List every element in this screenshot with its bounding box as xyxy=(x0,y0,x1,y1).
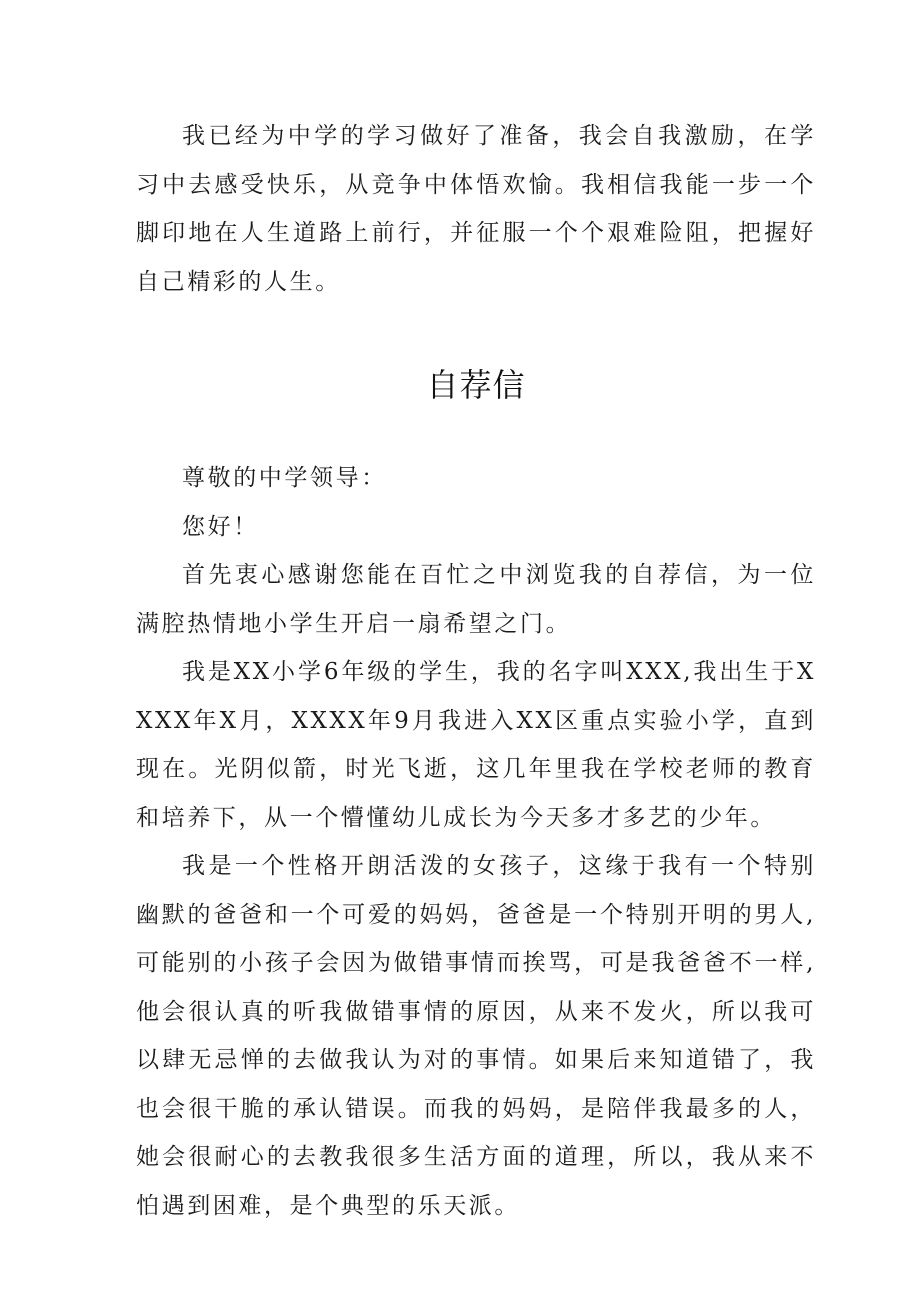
intro-paragraph: 我已经为中学的学习做好了准备，我会自我激励，在学习中去感受快乐，从竞争中体悟欢愉。我相信我能一步一个脚印地在人生道路上前行，并征服一个个艰难险阻，把握好自己精彩的人生。 xyxy=(136,123,816,295)
salutation: 尊敬的中学领导： xyxy=(182,465,387,491)
document-page xyxy=(136,112,816,1219)
letter-title: 自荐信 xyxy=(426,366,526,404)
letter-paragraph-3: 我是一个性格开朗活泼的女孩子，这缘于我有一个特别幽默的爸爸和一个可爱的妈妈，爸爸是一个特别开明的男人,可能别的小孩子会因为做错事情而挨骂，可是我爸爸不一样,他会很认真的听我做错事情的原因，从来不发火，所以我可以肆无忌惮的去做我认为对的事情。如果后来知道错了，我也会很干脆的承认错误。而我的妈妈，是陪伴我最多的人，她会很耐心的去教我很多生活方面的道理，所以，我从来不怕遇到困难，是个典型的乐天派。 xyxy=(136,853,816,1219)
letter-body xyxy=(136,454,816,1230)
title-block xyxy=(136,360,816,406)
greeting: 您好！ xyxy=(182,513,259,540)
letter-paragraph-2: 我是XX小学6年级的学生，我的名字叫XXX,我出生于XXXX年X月，XXXX年9月我进入XX区重点实验小学，直到现在。光阴似箭，时光飞逝，这几年里我在学校老师的教育和培养下，从一个懵懂幼儿成长为今天多才多艺的少年。 xyxy=(136,659,816,831)
letter-paragraph-1: 首先衷心感谢您能在百忙之中浏览我的自荐信，为一位满腔热情地小学生开启一扇希望之门。 xyxy=(136,562,816,637)
